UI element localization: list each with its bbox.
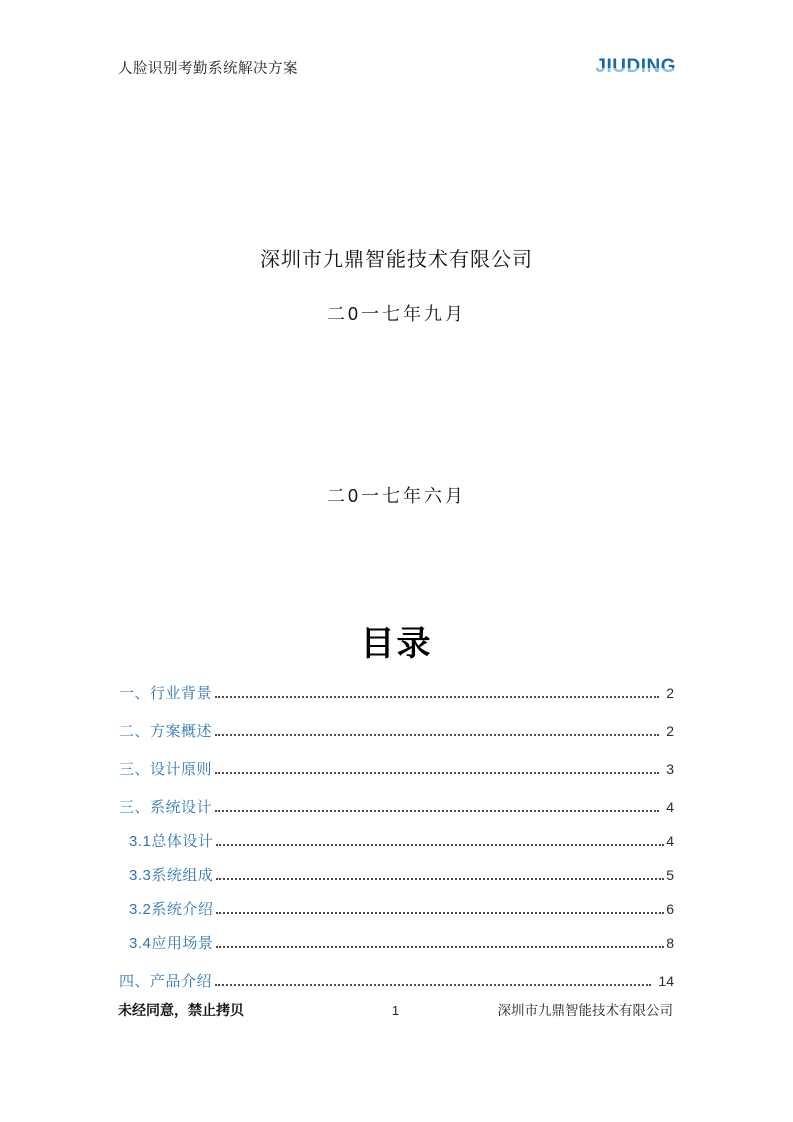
toc-leader-dots — [216, 844, 664, 846]
toc-leader-dots — [216, 912, 664, 914]
toc-entry-page: 2 — [666, 723, 674, 739]
toc-entry-page: 2 — [666, 685, 674, 701]
toc-entry-label[interactable]: 四、产品介绍 — [119, 973, 213, 990]
cover-date-primary: 二0一七年九月 — [326, 304, 466, 324]
toc-title: 目录 — [360, 625, 433, 663]
toc-entry-label[interactable]: 3.3系统组成 — [129, 867, 214, 884]
cover-date-secondary: 二0一七年六月 — [326, 486, 466, 506]
toc-entry[interactable] — [119, 900, 674, 919]
toc-entry-label[interactable]: 3.4应用场景 — [129, 935, 214, 952]
toc-entry[interactable] — [119, 972, 674, 991]
toc-entry[interactable] — [119, 684, 674, 703]
toc-entry-page: 4 — [666, 833, 674, 849]
toc-entry-page: 4 — [666, 799, 674, 815]
toc-entry-label[interactable]: 3.1总体设计 — [129, 833, 214, 850]
toc-leader-dots — [215, 772, 659, 774]
jiuding-logo: JIUDING — [595, 56, 676, 77]
toc-entry-label[interactable]: 二、方案概述 — [119, 723, 213, 740]
toc-entry[interactable] — [119, 798, 674, 817]
toc-entry-label[interactable]: 三、系统设计 — [119, 799, 213, 816]
toc-entry-page: 6 — [666, 901, 674, 917]
toc-entry[interactable] — [119, 934, 674, 953]
toc-entry-label[interactable]: 一、行业背景 — [119, 685, 213, 702]
footer-page-number: 1 — [391, 1003, 400, 1018]
toc-leader-dots — [215, 984, 651, 986]
toc-entry-page: 5 — [666, 867, 674, 883]
toc-entry-page: 8 — [666, 935, 674, 951]
toc-entry[interactable] — [119, 866, 674, 885]
header-document-title: 人脸识别考勤系统解决方案 — [118, 61, 298, 77]
toc-entry-label[interactable]: 三、设计原则 — [119, 761, 213, 778]
toc-leader-dots — [215, 734, 659, 736]
toc-leader-dots — [216, 946, 664, 948]
toc-leader-dots — [215, 696, 659, 698]
toc-entry[interactable] — [119, 832, 674, 851]
toc-entry-page: 14 — [658, 973, 674, 989]
page-header — [118, 57, 676, 78]
toc-entry[interactable] — [119, 722, 674, 741]
toc-entry[interactable] — [119, 760, 674, 779]
toc-entry-label[interactable]: 3.2系统介绍 — [129, 901, 214, 918]
footer-copy-notice: 未经同意，禁止拷贝 — [118, 1002, 244, 1018]
footer-company-name: 深圳市九鼎智能技术有限公司 — [497, 1003, 674, 1018]
cover-company-name: 深圳市九鼎智能技术有限公司 — [260, 249, 533, 271]
page-footer — [118, 999, 673, 1020]
toc-leader-dots — [215, 810, 659, 812]
toc-entry-page: 3 — [666, 761, 674, 777]
toc-leader-dots — [216, 878, 664, 880]
toc-list — [119, 684, 674, 991]
